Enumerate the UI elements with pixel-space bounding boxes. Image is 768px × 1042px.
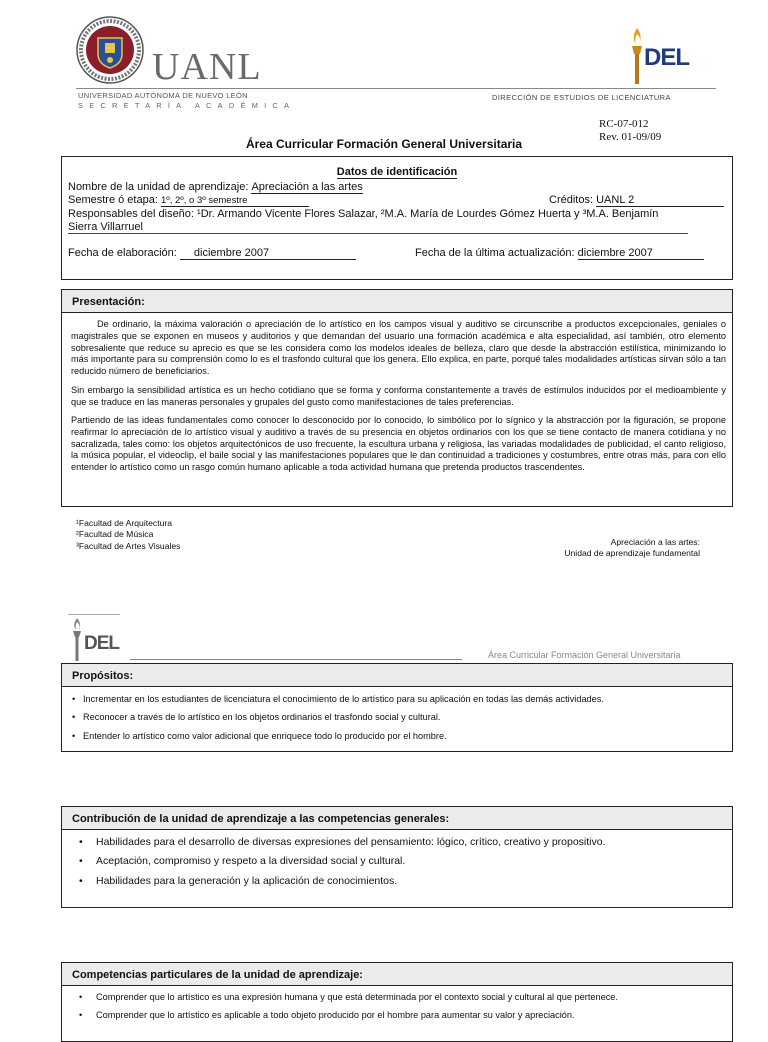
credits-value: UANL 2 <box>596 194 724 207</box>
presentacion-paragraph-3: Partiendo de las ideas fundamentales como conocer lo desconocido por lo conocido, lo simbólico por lo sígnico y la abstracción por la figuración, se propone reafirmar lo apreciación de lo artístico visual y auditivo a través de su presencia en objetos ordinarios con los que se tiene contacto de manera cotidiana y no sacralizada, tales como: los objetos arquitectónicos de uso frecuente, la escultura urbana y religiosa, las variadas modalidades de publicidad, el canto religioso, la música popular, el videoclip, el baile social y las manifestaciones populares que le dan continuidad a tradiciones y costumbres, entre otras más, para con ello entender lo artístico como un rasgo común humano aplicable a toda actividad humana que pretenda productos trascendentes. <box>71 415 726 473</box>
semester-label: Semestre ó etapa: <box>68 194 158 206</box>
del-logo: DEL <box>644 44 689 71</box>
presentacion-section <box>61 289 733 507</box>
unit-name-line <box>68 181 363 194</box>
bullet-icon: • <box>79 855 83 867</box>
bullet-icon: • <box>72 694 76 704</box>
update-value: diciembre 2007 <box>578 247 704 260</box>
footnote-2: ²Facultad de Música <box>76 529 154 540</box>
university-name: UNIVERSIDAD AUTÓNOMA DE NUEVO LEÓN <box>78 91 248 100</box>
page2-top-rule <box>68 614 120 615</box>
semester-value: 1º, 2º, o 3º semestre <box>161 195 309 207</box>
bullet-icon: • <box>72 731 76 741</box>
bullet-icon: • <box>79 992 83 1002</box>
page2-header-rule <box>130 659 462 660</box>
revision-text: Rev. 01-09/09 <box>599 131 662 143</box>
credits-label: Créditos: <box>549 194 594 206</box>
footer-unit-type: Unidad de aprendizaje fundamental <box>564 548 700 559</box>
page-title: Área Curricular Formación General Universitaria <box>245 137 523 151</box>
propositos-heading: Propósitos: <box>62 664 732 687</box>
responsables-line-2: Sierra Villarruel <box>68 221 688 234</box>
bullet-icon: • <box>79 836 83 848</box>
presentacion-paragraph-2: Sin embargo la sensibilidad artística es un hecho cotidiano que se forma y conforma constantemente a través de estímulos inducidos por el medioambiente y que se traduce en las maneras personales y grupales del gusto como manifestaciones de tales preferencias. <box>71 385 726 407</box>
footnote-3: ³Facultad de Artes Visuales <box>76 540 181 551</box>
del-logo-small: DEL <box>84 633 119 654</box>
update-date-line <box>415 247 704 260</box>
footer-unit-name: Apreciación a las artes: <box>610 537 700 547</box>
uanl-seal-logo <box>76 16 144 84</box>
code-text: RC-07-012 <box>599 118 649 130</box>
identification-box <box>61 156 733 280</box>
uanl-wordmark: UANL <box>152 46 262 88</box>
update-label: Fecha de la última actualización: <box>415 247 575 259</box>
competencias-particulares-section: Competencias particulares de la unidad de aprendizaje: • Comprender que lo artístico es una expresión humana y que está determinada por el contexto social y cultural al que pertenece. • Comprender que lo artístico es aplicable a todo objeto producido por el hombre para aumentar su valor y apreciación. <box>61 962 733 1042</box>
elaboration-value: diciembre 2007 <box>180 247 356 260</box>
identification-heading: Datos de identificación <box>336 166 458 178</box>
elaboration-label: Fecha de elaboración: <box>68 247 177 259</box>
page2-header-text: Área Curricular Formación General Universitaria <box>488 650 681 660</box>
secretaria-name: SECRETARÍA ACADÉMICA <box>78 101 296 110</box>
footnotes <box>76 518 180 552</box>
competencias-generales-section: Contribución de la unidad de aprendizaje a las competencias generales: • Habilidades para el desarrollo de diversas expresiones del pensamiento: lógico, crítico, creativo y propositivo. • Aceptación, compromiso y respeto a la diversidad social y cultural. • Habilidades para la generación y la aplicación de conocimientos. <box>61 806 733 908</box>
footnote-1: ¹Facultad de Arquitectura <box>76 518 173 528</box>
page-footer-right <box>450 537 700 560</box>
bullet-icon: • <box>72 712 76 722</box>
direccion-name: DIRECCIÓN DE ESTUDIOS DE LICENCIATURA <box>492 93 671 102</box>
presentacion-paragraph-1: De ordinario, la máxima valoración o apreciación de lo artístico en los campos visual y auditivo se circunscribe a productos excepcionales, geniales o magistrales que se exponen en museos y auditorios y que demandan del usuario una formación académica e alta especialidad, así también, otro elemento sobresaliente que reduce su aprecio es que se les considera como los modelos ideales de belleza, claro que desde la abstracción estilística, minimizando lo más importante para su comprensión como lo es el trasfondo cultural que los genera. Ello explica, en parte, porqué tales modalidades artísticas sirvan sólo a tan reducido número de beneficiarios. <box>71 319 726 377</box>
elaboration-date-line <box>68 247 356 260</box>
semester-line <box>68 194 309 207</box>
propositos-section: Propósitos: • Incrementar en los estudiantes de licenciatura el conocimiento de lo artístico para su aplicación en todas las demás actividades. • Reconocer a través de lo artístico en los objetos ordinarios el trasfondo social y cultural. • Entender lo artístico como valor adicional que enriquece todo lo producido por el hombre. <box>61 663 733 752</box>
competencias-particulares-heading: Competencias particulares de la unidad de aprendizaje: <box>62 963 732 986</box>
unit-value: Apreciación a las artes <box>251 181 363 193</box>
competencias-generales-heading: Contribución de la unidad de aprendizaje a las competencias generales: <box>62 807 732 830</box>
bullet-icon: • <box>79 875 83 887</box>
presentacion-heading: Presentación: <box>62 290 732 313</box>
credits-line <box>549 194 724 207</box>
bullet-icon: • <box>79 1010 83 1020</box>
unit-label: Nombre de la unidad de aprendizaje: <box>68 181 249 193</box>
header-rule <box>76 88 716 89</box>
responsables-line: Responsables del diseño: ¹Dr. Armando Vicente Flores Salazar, ²M.A. María de Lourdes Gómez Huerta y ³M.A. Benjamín <box>68 208 659 220</box>
